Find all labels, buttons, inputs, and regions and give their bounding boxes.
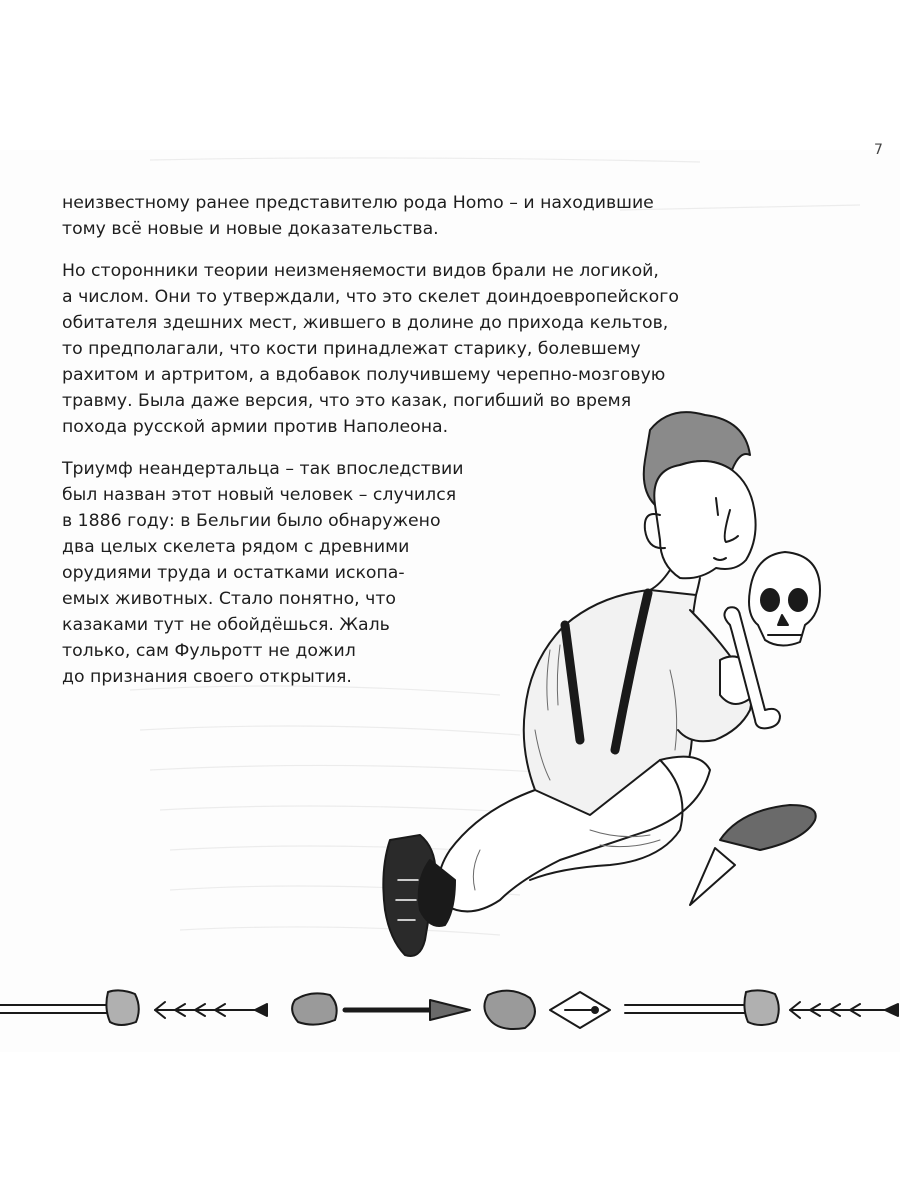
- text-line: то предполагали, что кости принадлежат старику, болевшему: [62, 339, 641, 359]
- text-line: казаками тут не обойдёшься. Жаль: [62, 615, 390, 635]
- decorative-border: [0, 980, 900, 1040]
- text-line: в 1886 году: в Бельгии было обнаружено: [62, 511, 441, 531]
- text-line: рахитом и артритом, а вдобавок получившему черепно-мозговую: [62, 365, 666, 385]
- text-line: два целых скелета рядом с древними: [62, 537, 410, 557]
- text-line: только, сам Фульротт не дожил: [62, 641, 356, 661]
- text-line: до признания своего открытия.: [62, 667, 352, 687]
- page-number: 7: [874, 142, 883, 158]
- head-shape: [654, 461, 755, 578]
- paragraph-1: [62, 190, 702, 242]
- text-line: травму. Была даже версия, что это казак, погибший во время: [62, 391, 632, 411]
- text-line: тому всё новые и новые доказательства.: [62, 219, 439, 239]
- flint-icon: [484, 991, 535, 1029]
- text-line: а числом. Они то утверждали, что это скелет доиндоевропейского: [62, 287, 679, 307]
- text-line: Триумф неандертальца – так впоследствии: [62, 459, 464, 479]
- text-line: Но сторонники теории неизменяемости видов брали не логикой,: [62, 261, 659, 281]
- stone-hammer-icon: [0, 990, 139, 1025]
- arrow-icon: [790, 1002, 898, 1018]
- text-line: орудиями труда и остатками ископа-: [62, 563, 405, 583]
- text-line: обитателя здешних мест, жившего в долине до прихода кельтов,: [62, 313, 669, 333]
- text-line: похода русской армии против Наполеона.: [62, 417, 449, 437]
- trowel-blade: [690, 848, 735, 905]
- stone-hammer-icon: [625, 990, 779, 1025]
- skull-shape: [749, 552, 820, 646]
- text-line: неизвестному ранее представителю рода Homo – и находившие: [62, 193, 654, 213]
- text-line: был назван этот новый человек – случился: [62, 485, 457, 505]
- flint-icon: [292, 993, 337, 1024]
- arrowhead-icon: [550, 992, 610, 1028]
- arrow-icon: [155, 1002, 267, 1018]
- trowel-handle: [720, 805, 816, 850]
- text-line: емых животных. Стало понятно, что: [62, 589, 396, 609]
- spear-icon: [345, 1000, 470, 1020]
- man-with-skull-illustration: [360, 410, 830, 980]
